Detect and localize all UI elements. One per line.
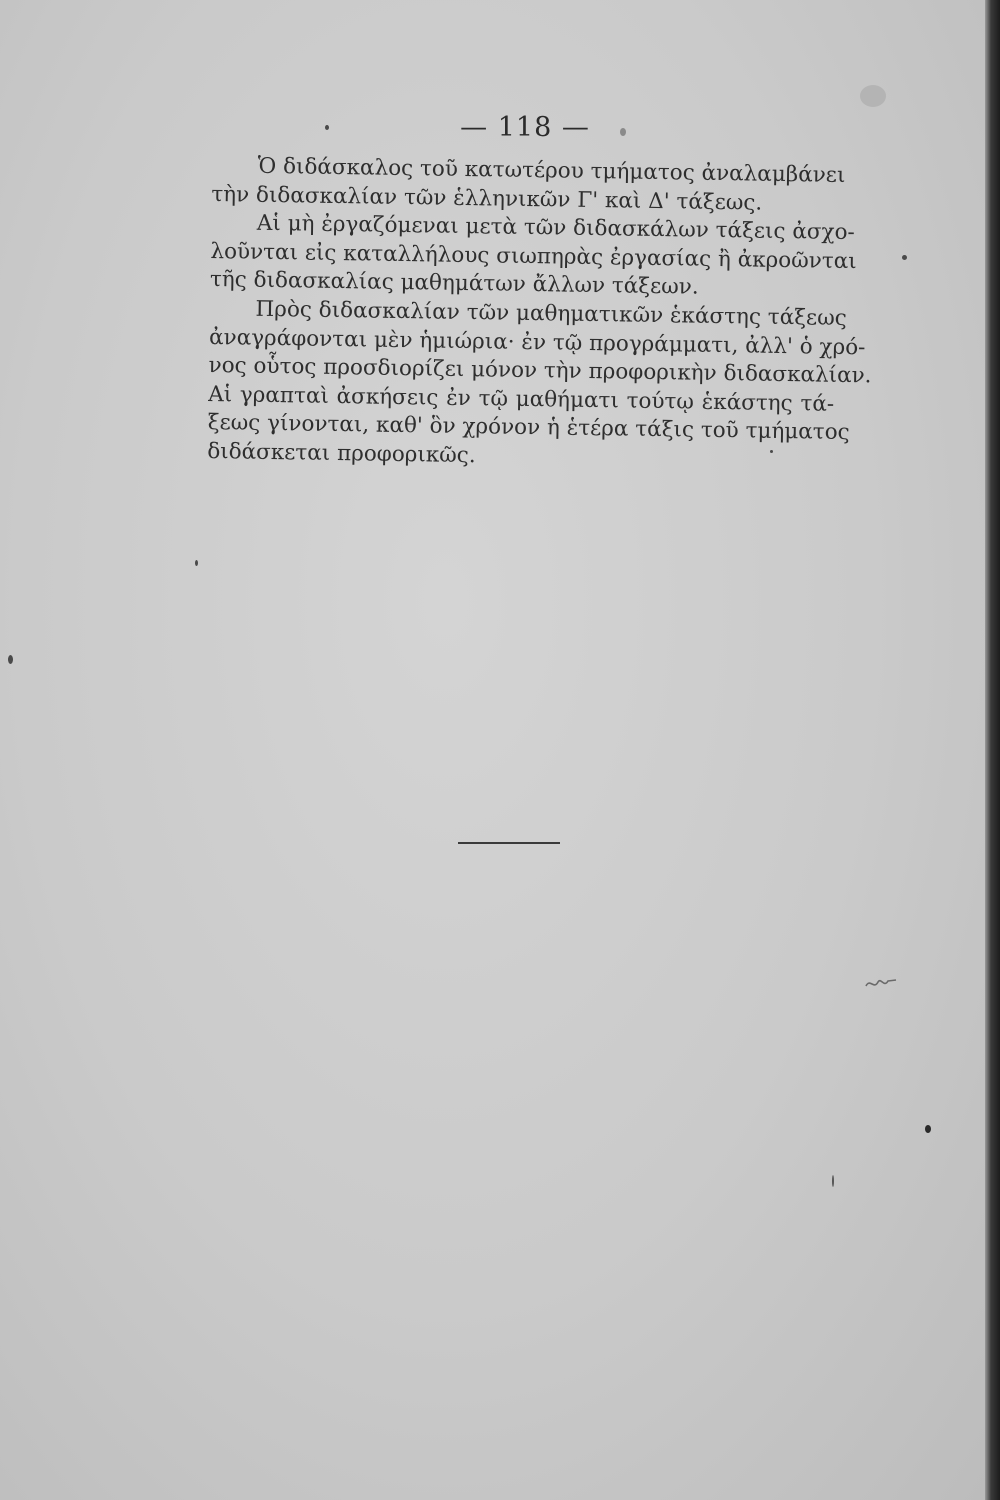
text-line: τῆς διδασκαλίας μαθημάτων ἄλλων τάξεων. xyxy=(209,267,699,301)
text-line: Ὁ διδάσκαλος τοῦ κατωτέρου τμήματος ἀναλαμβάνει xyxy=(257,153,846,188)
pencil-mark-icon xyxy=(862,972,902,996)
paper-stain xyxy=(860,85,886,107)
text-line: Αἱ μὴ ἐργαζόμεναι μετὰ τῶν διδασκάλων τάξεις ἀσχο- xyxy=(256,210,855,246)
text-line: Αἱ γραπταὶ ἀσκήσεις ἐν τῷ μαθήματι τούτῳ ἑκάστης τά- xyxy=(207,381,835,417)
ink-speck xyxy=(832,1175,834,1187)
text-line: τὴν διδασκαλίαν τῶν ἑλληνικῶν Γ' καὶ Δ' τάξεως. xyxy=(211,181,763,216)
text-line: διδάσκεται προφορικῶς. xyxy=(207,438,476,469)
ink-speck xyxy=(325,125,329,130)
text-line: Πρὸς διδασκαλίαν τῶν μαθηματικῶν ἑκάστης τάξεως xyxy=(255,296,847,331)
ink-speck xyxy=(195,560,198,566)
ink-speck xyxy=(925,1125,931,1133)
body-text xyxy=(207,152,872,476)
section-divider-rule xyxy=(458,842,560,844)
text-line: ἀναγράφονται μὲν ἡμιώρια· ἐν τῷ προγράμματι, ἀλλ' ὁ χρό- xyxy=(208,324,866,360)
text-line: λοῦνται εἰς καταλλήλους σιωπηρὰς ἐργασίας ἢ ἀκροῶνται xyxy=(210,238,857,274)
ink-speck xyxy=(770,450,773,453)
ink-speck xyxy=(8,655,13,664)
ink-speck xyxy=(902,255,907,260)
binding-shadow xyxy=(985,0,1000,1500)
text-line: νος οὗτος προσδιορίζει μόνον τὴν προφορικὴν διδασκαλίαν. xyxy=(208,353,872,389)
ink-speck xyxy=(620,128,626,136)
page-number: — 118 — xyxy=(460,112,590,143)
text-line: ξεως γίνονται, καθ' ὃν χρόνον ἡ ἑτέρα τάξις τοῦ τμήματος xyxy=(207,410,850,446)
